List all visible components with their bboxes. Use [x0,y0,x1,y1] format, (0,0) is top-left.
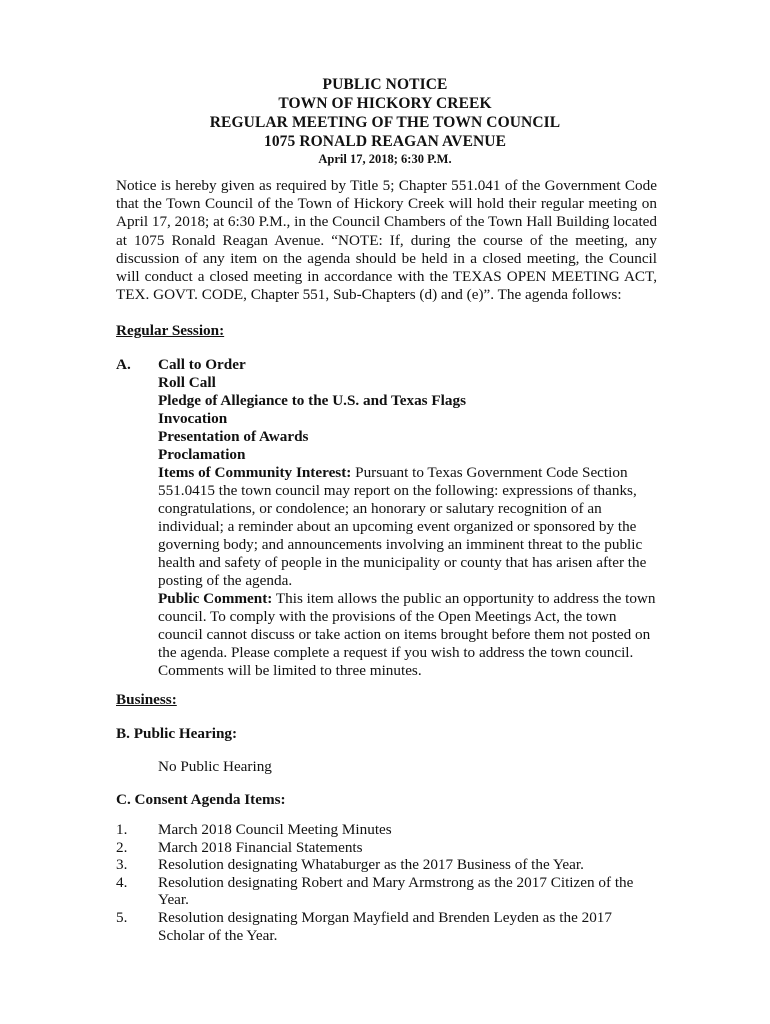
agenda-item-invocation: Invocation [158,410,228,427]
list-item-text: March 2018 Financial Statements [158,838,363,856]
business-heading: Business: [116,691,177,708]
list-item-number: 2. [116,838,128,856]
agenda-item-pledge: Pledge of Allegiance to the U.S. and Texas Flags [158,392,466,409]
list-item-number: 4. [116,873,128,891]
community-interest-paragraph [158,464,658,590]
meeting-date: April 17, 2018; 6:30 P.M. [318,152,452,166]
list-item [116,909,656,944]
list-item-text: Resolution designating Whataburger as the 2017 Business of the Year. [158,856,584,874]
meeting-address: 1075 RONALD REAGAN AVENUE [263,133,507,150]
agenda-item-awards: Presentation of Awards [158,428,309,445]
public-hearing-heading: B. Public Hearing: [116,725,238,742]
section-letter-a: A. [116,356,131,373]
community-interest-text: Pursuant to Texas Government Code Section 551.0415 the town council may report on the following: expressions of thanks, congratulations, or condolence; an honorary or salutary recognition of an individual; a reminder about an upcoming event organized or sponsored by the governing body; and announcements involving an imminent threat to the public health and safety of people in the municipality or county that has arisen after the posting of the agenda. [158,464,647,589]
consent-agenda-list [116,821,656,944]
agenda-item-call-to-order: Call to Order [158,356,246,373]
regular-session-heading: Regular Session: [116,322,225,339]
agenda-item-proclamation: Proclamation [158,446,246,463]
list-item-number: 1. [116,821,128,838]
list-item-text: Resolution designating Morgan Mayfield and Brenden Leyden as the 2017 Scholar of the Year. [158,908,612,944]
intro-paragraph: Notice is hereby given as required by Title 5; Chapter 551.041 of the Government Code that the Town Council of the Town of Hickory Creek will hold their regular meeting on April 17, 2018; at 6:30 P.M., in the Council Chambers of the Town Hall Building located at 1075 Ronald Reagan Avenue. “NOTE: If, during the course of the meeting, any discussion of any item on the agenda should be held in a closed meeting, the Council will conduct a closed meeting in accordance with the TEXAS OPEN MEETING ACT, TEX. GOVT. CODE, Chapter 551, Sub-Chapters (d) and (e)”. The agenda follows: [116,177,657,304]
notice-header [0,75,770,168]
agenda-item-roll-call: Roll Call [158,374,216,391]
list-item [116,839,656,857]
meeting-type: REGULAR MEETING OF THE TOWN COUNCIL [209,114,561,131]
list-item-text: Resolution designating Robert and Mary Armstrong as the 2017 Citizen of the Year. [158,873,634,909]
list-item [116,821,656,839]
public-comment-text: This item allows the public an opportunity to address the town council. To comply with the provisions of the Open Meetings Act, the town council cannot discuss or take action on items brought before them not posted on the agenda. Please complete a request if you wish to address the town council. Comments will be limited to three minutes. [158,590,656,679]
public-comment-paragraph [158,590,658,680]
list-item [116,874,656,909]
town-name: TOWN OF HICKORY CREEK [278,95,492,112]
public-comment-label: Public Comment: [158,590,273,607]
consent-agenda-heading: C. Consent Agenda Items: [116,791,286,808]
public-hearing-text: No Public Hearing [158,758,272,775]
list-item-number: 3. [116,856,128,874]
notice-title: PUBLIC NOTICE [322,76,448,93]
list-item [116,856,656,874]
regular-session-items [158,356,658,680]
list-item-text: March 2018 Council Meeting Minutes [158,821,392,838]
community-interest-label: Items of Community Interest: [158,464,352,481]
list-item-number: 5. [116,908,128,926]
